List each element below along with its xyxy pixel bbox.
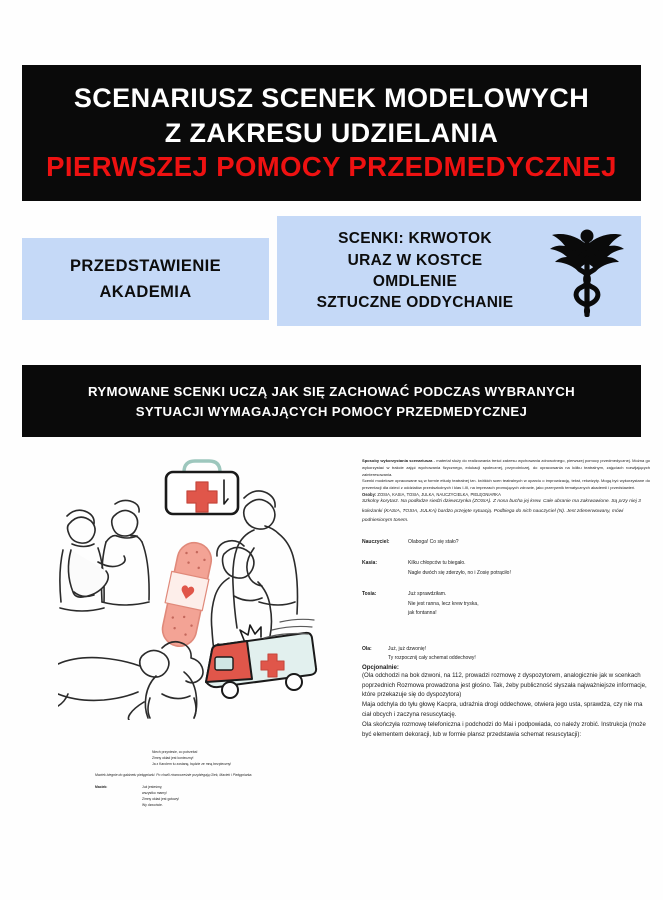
title-line-2: Z ZAKRESU UDZIELANIA [164,117,499,148]
title-banner [22,65,641,201]
ambulance-icon [206,619,316,698]
dialogue-line: Ty rozpocznij cały schemat oddechowy! [388,655,476,662]
script-intro-text-1: - materiał służy do realizowania treści zakresu wychowania zdrowotnego, pierwszej pomocy przedmedycznej. Można go wykorzystać w trakcie zajęć wychowania fizycznego, edukacji społecznej, przyrodniczej, do opracowania na kółku teatralnym, zajęciach rozwijających zainteresowania. [362,458,650,477]
subtitle-line-1: RYMOWANE SCENKI UCZĄ JAK SIĘ ZACHOWAĆ PODCZAS WYBRANYCH [88,383,575,399]
box-left-line-1: PRZEDSTAWIENIE [69,256,222,275]
first-aid-illustration [58,450,358,720]
box-przedstawienie [22,238,269,320]
arm-sling-figures [60,500,149,611]
scenki-line-4: SZTUCZNE ODDYCHANIE [316,294,514,312]
dialogue-line: jak fontanna! [408,610,437,617]
speaker-lines [408,590,650,619]
script-optional-3: Ola skończyła rozmowę telefoniczna i podchodzi do Mai i podpowiada, co należy zrobić. Instrukcja (może być elementem dekoracji, lub w formie plansz przedstawia schemat resuscytacji): [362,720,646,738]
scenki-line-1: SCENKI: KRWOTOK [338,230,492,248]
dialogue-line: Już, już dzwonię! [388,645,427,652]
speaker-lines [388,645,650,664]
script-stage-direction: Szkolny korytarz. Na podłodze siedzi dziewczynka (ZOSIA). Z nosa bucha jej krew. Całe ubranie ma zakrwawione. Są przy niej 3 koleżanki (KASIA, TOSIA, JULKA) bardzo przejęte sytuacją. Podbiega do nich nauczyciel (N). Jest zdenerwowany, mówi podniesionym tonem. [362,498,641,524]
box-scenki [277,216,641,326]
script-intro-label: Sposoby wykorzystania scenariusza [362,458,433,463]
caduceus-icon [539,223,641,319]
caption-verse-line-2: Zimny okład jest konieczny! [152,755,194,760]
dialogue-line: Olaboga! Co się stało? [408,538,459,545]
script-optional-1: (Ola odchodzi na bok dzwoni, na 112, prowadzi rozmowę z dyspozytorem, analogicznie jak w scenkach poprzednich Rozmowa prowadzona jest głośno. Tak, żeby publiczność słyszała najważniejsze informacje, które przekazuje się do dyspozytora) [362,671,647,699]
caption-line-2: wszystko mamy! [142,791,167,796]
script-cast-list: ZOSIA, KASIA, TOSIA, JULKA, NAUCZYCIELKA, PIELĘGNIARKA [376,491,501,497]
subtitle-banner [22,365,641,437]
dialogue-line: Nie jest ranna, lecz krew tryska, [408,600,479,607]
script-intro-2: Scenki modelowe opracowane są w formie etiudy teatralnej tzn. krótkich scen teatralnych w oparciu o improwizację, tekst, rekwizyty. Mogą być wykorzystane do prezentacji dla dzieci z oddziałów przedszkolnych i klas I-III, na imprezach promujących zdrowie, jako przerywnik tematycznych akademii i przedstawień. [362,478,650,491]
caption-stage-direction: Maciek biegnie do gabinetu pielęgniarki. Po chwili równocześnie przybiegają Olek, Maciek i Pielęgniarka. [95,773,253,778]
speaker-lines [408,538,650,548]
speaker-name: Nauczyciel: [362,538,390,545]
speaker-name: Kasia: [362,560,378,567]
first-aid-kit-icon [166,461,238,514]
title-line-1: SCENARIUSZ SCENEK MODELOWYCH [73,83,590,114]
cpr-figures [58,642,203,720]
caption-line-4: Wy dzwońcie. [142,803,163,807]
script-optional-label: Opcjonalnie: [362,663,399,671]
caption-verse-line-1: Niech przyniesie, co potrzeba! [152,750,198,754]
caption-line-3: Zimny okład jest gotowy! [142,797,180,802]
script-optional-2: Maja odchyla do tyłu głowę Kacpra, udrażnia drogi oddechowe, otwiera jego usta, sprawdza, czy nie ma ciał obcych i zaczyna resuscytację. [362,701,643,719]
script-dialogue-tosia [362,590,650,619]
caption-speaker-name: Maciek: [95,785,108,790]
dialogue-line: Nagle dwóch się zderzyło, no i Zosię potrąciło! [408,569,511,576]
scenki-list [277,229,539,313]
caption-dialogue-maciek [95,785,310,809]
illustration-caption [95,750,310,809]
caption-speaker-lines [128,785,310,809]
box-left-line-2: AKADEMIA [99,282,192,301]
title-line-3: PIERWSZEJ POMOCY PRZEDMEDYCZNEJ [46,150,617,182]
script-intro-1 [362,458,650,478]
speaker-lines [408,559,650,578]
caption-verse [95,750,310,768]
bandage-heart-icon [159,540,214,650]
speaker-name: Ola: [362,645,372,652]
script-dialogue-nauczyciel [362,538,650,548]
subtitle-line-2: SYTUACJI WYMAGAJĄCYCH POMOCY PRZEDMEDYCZNEJ [135,403,528,419]
dialogue-line: Już sprawdziłam. [408,591,447,598]
scenki-line-2: URAZ W KOSTCE [347,251,483,269]
caption-line-1: Już jesteśmy, [142,785,163,790]
caption-verse-line-3: Ja z Karolem tu zostanę, będzie ze mną bezpieczny! [152,761,232,766]
script-dialogue-kasia [362,559,650,578]
speaker-name: Tosia: [362,591,377,598]
script-column [362,458,650,740]
script-cast-label: Osoby: [362,491,377,497]
script-dialogue-ola [362,645,650,664]
scenki-line-3: OMDLENIE [372,273,458,290]
dialogue-line: Kilku chłopców tu biegało. [408,560,466,567]
